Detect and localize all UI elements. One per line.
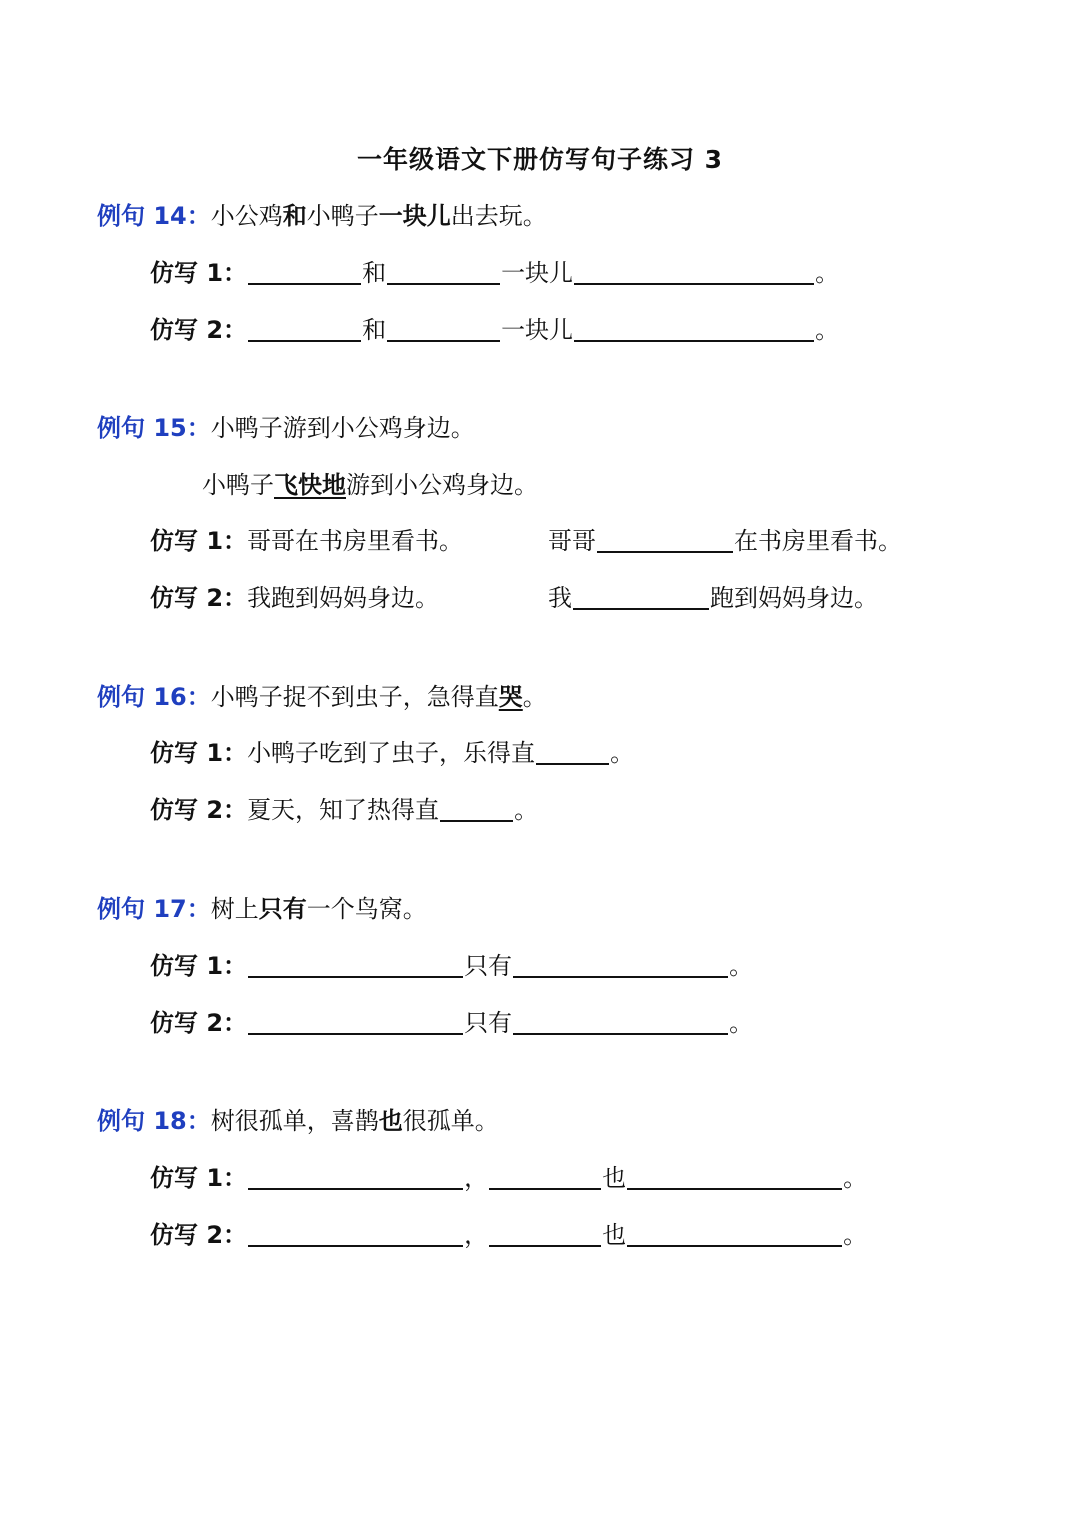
- answer-blank[interactable]: [536, 737, 609, 765]
- practice-18-1: [150, 1158, 867, 1198]
- practice-18-2: [150, 1215, 867, 1255]
- sentence-part: 小鸭子: [202, 471, 274, 499]
- keyword: 一块儿: [378, 202, 451, 230]
- answer-blank[interactable]: [513, 950, 728, 978]
- sentence-part: 小鸭子捉不到虫子，急得直: [210, 683, 499, 711]
- source-sentence: 我跑到妈妈身边。: [247, 584, 440, 612]
- comma: ，: [464, 1164, 489, 1192]
- answer-blank[interactable]: [489, 1162, 601, 1190]
- example-17: [97, 889, 427, 929]
- answer-blank[interactable]: [248, 1219, 463, 1247]
- example-16: [97, 677, 547, 717]
- keyword: 哭: [498, 683, 523, 711]
- sentence-part: 我: [548, 584, 572, 612]
- answer-blank[interactable]: [387, 257, 500, 285]
- answer-blank[interactable]: [248, 1007, 463, 1035]
- answer-blank[interactable]: [513, 1007, 728, 1035]
- answer-blank[interactable]: [627, 1162, 842, 1190]
- sentence-part: 小公鸡: [210, 202, 283, 230]
- keyword: 飞快地: [274, 471, 346, 499]
- answer-blank[interactable]: [248, 950, 463, 978]
- practice-label: 仿写 2：: [150, 316, 248, 344]
- practice-16-2: [150, 790, 538, 830]
- fixed-word: 一块儿: [501, 259, 574, 287]
- period: 。: [843, 1221, 868, 1249]
- answer-blank[interactable]: [248, 314, 361, 342]
- answer-blank[interactable]: [387, 314, 500, 342]
- practice-14-2: [150, 310, 839, 350]
- answer-blank[interactable]: [574, 314, 814, 342]
- example-label: 例句 14：: [97, 202, 211, 230]
- answer-blank[interactable]: [573, 582, 709, 610]
- answer-blank[interactable]: [597, 525, 733, 553]
- practice-label: 仿写 1：: [150, 527, 248, 555]
- sentence-part: 树上: [210, 895, 259, 923]
- answer-blank[interactable]: [248, 1162, 463, 1190]
- answer-blank[interactable]: [440, 794, 513, 822]
- example-label: 例句 17：: [97, 895, 211, 923]
- period: 。: [729, 1009, 754, 1037]
- fixed-word: 也: [602, 1221, 627, 1249]
- practice-17-2: [150, 1003, 753, 1043]
- period: 。: [522, 683, 547, 711]
- page-title: 一年级语文下册仿写句子练习 3: [356, 145, 724, 174]
- rewrite-area: [548, 521, 902, 561]
- comma: ，: [464, 1221, 489, 1249]
- example-label: 例句 15：: [97, 414, 211, 442]
- keyword: 和: [282, 202, 307, 230]
- sentence-part: 夏天，知了热得直: [247, 796, 440, 824]
- example-label: 例句 18：: [97, 1107, 211, 1135]
- example-14: [97, 196, 547, 236]
- sentence-part: 跑到妈妈身边。: [710, 584, 878, 612]
- practice-14-1: [150, 253, 839, 293]
- answer-blank[interactable]: [627, 1219, 842, 1247]
- sentence-part: 一个鸟窝。: [306, 895, 427, 923]
- practice-label: 仿写 2：: [150, 1009, 248, 1037]
- fixed-word: 只有: [464, 952, 513, 980]
- practice-label: 仿写 1：: [150, 1164, 248, 1192]
- example-label: 例句 16：: [97, 683, 211, 711]
- practice-label: 仿写 2：: [150, 796, 248, 824]
- example-18: [97, 1101, 499, 1141]
- fixed-word: 一块儿: [501, 316, 574, 344]
- period: 。: [815, 259, 840, 287]
- answer-blank[interactable]: [574, 257, 814, 285]
- source-sentence: 哥哥在书房里看书。: [247, 527, 464, 555]
- practice-17-1: [150, 946, 753, 986]
- sentence-part: 在书房里看书。: [734, 527, 902, 555]
- fixed-word: 和: [362, 316, 387, 344]
- sentence-part: 哥哥: [548, 527, 596, 555]
- period: 。: [843, 1164, 868, 1192]
- sentence-part: 小鸭子游到小公鸡身边。: [210, 414, 475, 442]
- sentence-part: 树很孤单，喜鹊: [210, 1107, 379, 1135]
- fixed-word: 和: [362, 259, 387, 287]
- practice-label: 仿写 1：: [150, 952, 248, 980]
- practice-label: 仿写 1：: [150, 739, 248, 767]
- practice-label: 仿写 2：: [150, 1221, 248, 1249]
- sentence-part: 出去玩。: [450, 202, 547, 230]
- keyword: 只有: [258, 895, 307, 923]
- practice-16-1: [150, 733, 634, 773]
- example-15: [97, 408, 475, 448]
- answer-blank[interactable]: [248, 257, 361, 285]
- sentence-part: 小鸭子: [306, 202, 379, 230]
- period: 。: [815, 316, 840, 344]
- period: 。: [610, 739, 635, 767]
- keyword: 也: [378, 1107, 403, 1135]
- practice-15-2: [150, 578, 1050, 618]
- fixed-word: 也: [602, 1164, 627, 1192]
- sentence-part: 小鸭子吃到了虫子，乐得直: [247, 739, 536, 767]
- period: 。: [729, 952, 754, 980]
- fixed-word: 只有: [464, 1009, 513, 1037]
- sentence-part: 游到小公鸡身边。: [346, 471, 538, 499]
- practice-label: 仿写 1：: [150, 259, 248, 287]
- period: 。: [514, 796, 539, 824]
- rewrite-area: [548, 578, 878, 618]
- practice-15-1: [150, 521, 1050, 561]
- sentence-part: 很孤单。: [402, 1107, 499, 1135]
- answer-blank[interactable]: [489, 1219, 601, 1247]
- practice-label: 仿写 2：: [150, 584, 248, 612]
- example-15-expanded: [202, 465, 538, 505]
